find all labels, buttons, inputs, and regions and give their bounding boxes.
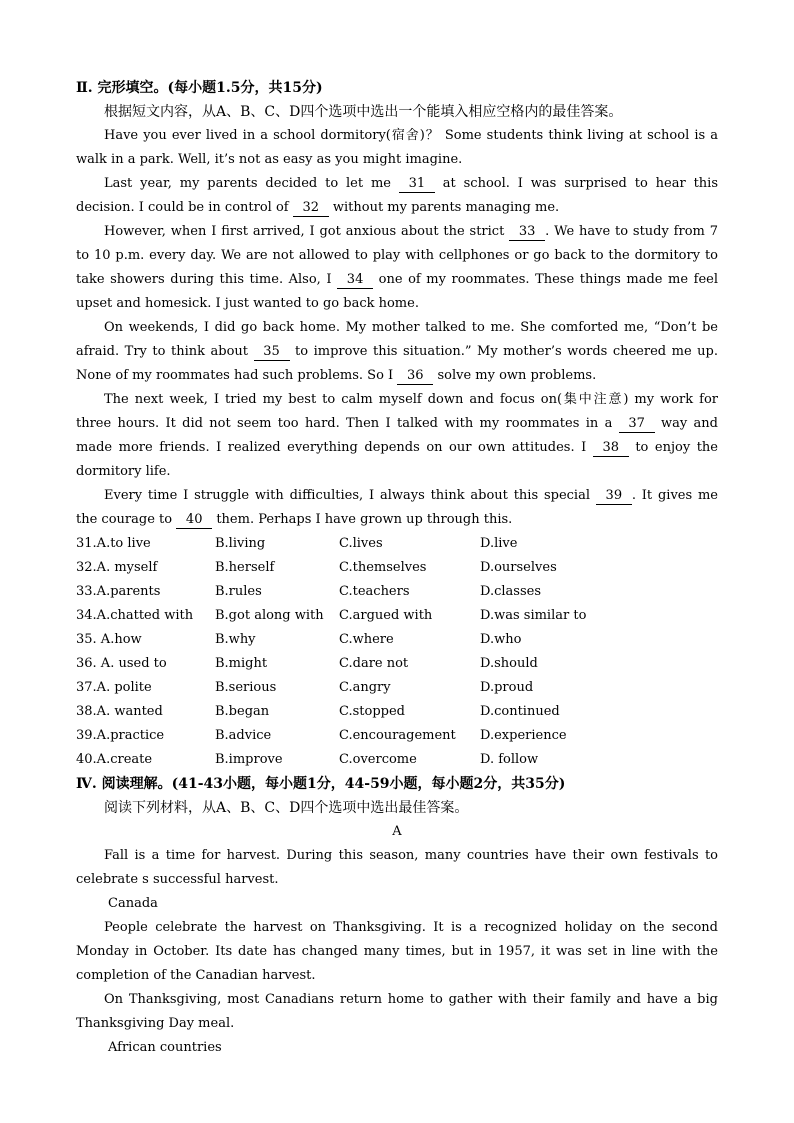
option-choice: C.lives xyxy=(339,536,383,551)
passage-label: A xyxy=(392,824,402,839)
option-row xyxy=(76,532,718,556)
cloze-text: Last year, my parents decided to let me xyxy=(104,176,399,191)
option-choice: D.continued xyxy=(480,704,560,719)
african-countries-heading: African countries xyxy=(108,1040,222,1055)
option-choice: B.improve xyxy=(215,752,283,767)
cloze-text: . It gives me the courage to xyxy=(76,488,718,527)
option-choice: C.stopped xyxy=(339,704,405,719)
option-choice: 36. A. used to xyxy=(76,656,167,671)
option-choice: B.serious xyxy=(215,680,277,695)
cloze-text: to improve this situation.” My mother’s words cheered me up. None of my roommates had such problems. So I xyxy=(76,344,718,383)
cloze-text: way and made more friends. I realized everything depends on our own attitudes. I xyxy=(76,416,718,455)
cloze-text: . We have to study from 7 to 10 p.m. every day. We are not allowed to play with cellphones or go back to the dormitory to take showers during this time. Also, I xyxy=(76,224,718,287)
cloze-paragraph xyxy=(76,316,718,388)
cloze-text: Have you ever lived in a school dormitory(宿舍)？ Some students think living at school is a walk in a park. Well, it’s not as easy as you might imagine. xyxy=(76,128,718,167)
reading-intro: Fall is a time for harvest. During this season, many countries have their own festivals to celebrate s successful harvest. xyxy=(76,848,718,887)
option-choice: C.angry xyxy=(339,680,391,695)
cloze-text: at school. I was surprised to hear this decision. I could be in control of xyxy=(76,176,718,215)
option-choice: C.argued with xyxy=(339,608,433,623)
option-choice: D.live xyxy=(480,536,518,551)
option-row xyxy=(76,604,718,628)
option-choice: D. follow xyxy=(480,752,539,767)
section-2-title: Ⅱ. 完形填空。(每小题1.5分，共15分) xyxy=(76,80,323,96)
option-choice: B.might xyxy=(215,656,268,671)
option-row xyxy=(76,628,718,652)
blank-38: 38 xyxy=(593,440,629,457)
option-choice: 33.A.parents xyxy=(76,584,161,599)
option-row xyxy=(76,652,718,676)
option-choice: B.advice xyxy=(215,728,272,743)
cloze-text: one of my roommates. These things made me feel upset and homesick. I just wanted to go back home. xyxy=(76,272,718,311)
option-choice: B.why xyxy=(215,632,256,647)
blank-36: 36 xyxy=(397,368,433,385)
option-choice: 32.A. myself xyxy=(76,560,158,575)
option-choice: D.ourselves xyxy=(480,560,557,575)
blank-33: 33 xyxy=(509,224,545,241)
cloze-text: On weekends, I did go back home. My mother talked to me. She comforted me, “Don’t be afraid. Try to think about xyxy=(76,320,718,359)
option-choice: D.proud xyxy=(480,680,534,695)
cloze-options xyxy=(76,532,718,772)
canada-heading: Canada xyxy=(108,896,158,911)
option-choice: 38.A. wanted xyxy=(76,704,163,719)
section-4-title: Ⅳ. 阅读理解。(41-43小题，每小题1分，44-59小题，每小题2分，共35分) xyxy=(76,776,566,792)
option-choice: B.herself xyxy=(215,560,275,575)
option-choice: C.encouragement xyxy=(339,728,456,743)
cloze-text: Every time I struggle with difficulties, I always think about this special xyxy=(104,488,596,503)
option-row xyxy=(76,580,718,604)
option-choice: D.who xyxy=(480,632,522,647)
option-choice: D.classes xyxy=(480,584,541,599)
option-row xyxy=(76,700,718,724)
cloze-paragraph xyxy=(76,124,718,172)
blank-34: 34 xyxy=(337,272,373,289)
blank-39: 39 xyxy=(596,488,632,505)
exam-page xyxy=(76,76,718,1060)
option-choice: C.dare not xyxy=(339,656,409,671)
cloze-paragraph xyxy=(76,484,718,532)
option-row xyxy=(76,676,718,700)
cloze-text: to enjoy the dormitory life. xyxy=(76,440,718,479)
option-choice: B.living xyxy=(215,536,266,551)
cloze-paragraph xyxy=(76,220,718,316)
canada-paragraph-2: On Thanksgiving, most Canadians return home to gather with their family and have a big Thanksgiving Day meal. xyxy=(76,992,718,1031)
blank-40: 40 xyxy=(176,512,212,529)
cloze-text: them. Perhaps I have grown up through this. xyxy=(212,512,513,527)
option-choice: D.was similar to xyxy=(480,608,587,623)
option-choice: B.rules xyxy=(215,584,262,599)
option-choice: B.began xyxy=(215,704,270,719)
option-choice: C.themselves xyxy=(339,560,427,575)
option-choice: 34.A.chatted with xyxy=(76,608,194,623)
cloze-paragraph xyxy=(76,388,718,484)
blank-31: 31 xyxy=(399,176,435,193)
option-choice: D.should xyxy=(480,656,538,671)
option-choice: B.got along with xyxy=(215,608,324,623)
blank-37: 37 xyxy=(619,416,655,433)
option-choice: C.overcome xyxy=(339,752,417,767)
cloze-passage xyxy=(76,124,718,532)
option-choice: 35. A.how xyxy=(76,632,142,647)
section-2-instruction: 根据短文内容，从A、B、C、D四个选项中选出一个能填入相应空格内的最佳答案。 xyxy=(104,104,623,120)
section-4-instruction: 阅读下列材料，从A、B、C、D四个选项中选出最佳答案。 xyxy=(104,800,469,816)
cloze-text: solve my own problems. xyxy=(433,368,597,383)
option-choice: C.where xyxy=(339,632,394,647)
option-choice: 39.A.practice xyxy=(76,728,165,743)
cloze-text: However, when I first arrived, I got anxious about the strict xyxy=(104,224,510,239)
cloze-paragraph xyxy=(76,172,718,220)
option-choice: 31.A.to live xyxy=(76,536,151,551)
option-row xyxy=(76,724,718,748)
canada-paragraph-1: People celebrate the harvest on Thanksgiving. It is a recognized holiday on the second Monday in October. Its date has changed many times, but in 1957, it was set in line with the completion of the Canadian harvest. xyxy=(76,920,718,983)
option-choice: 40.A.create xyxy=(76,752,153,767)
option-choice: 37.A. polite xyxy=(76,680,152,695)
cloze-text: The next week, I tried my best to calm myself down and focus on(集中注意) my work for three hours. It did not seem too hard. Then I talked with my roommates in a xyxy=(76,392,718,431)
blank-32: 32 xyxy=(293,200,329,217)
blank-35: 35 xyxy=(254,344,290,361)
option-choice: C.teachers xyxy=(339,584,410,599)
option-row xyxy=(76,748,718,772)
cloze-text: without my parents managing me. xyxy=(328,200,560,215)
option-choice: D.experience xyxy=(480,728,567,743)
option-row xyxy=(76,556,718,580)
